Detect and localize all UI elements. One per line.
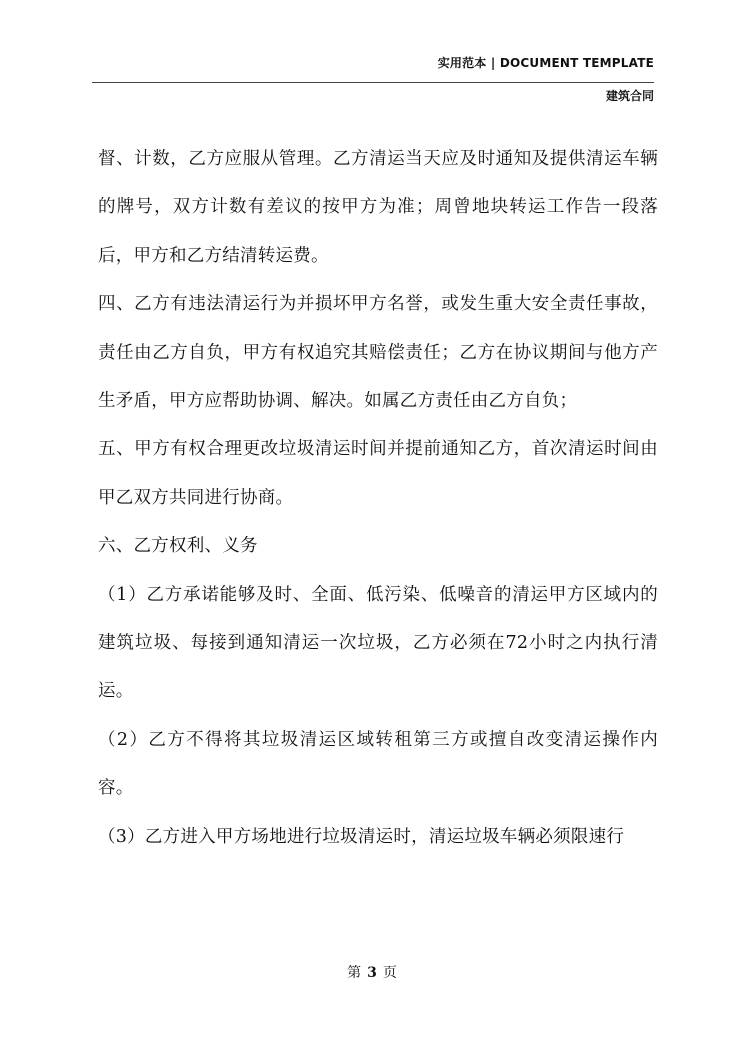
page-suffix: 页 bbox=[382, 965, 397, 981]
page-footer bbox=[0, 962, 744, 982]
paragraph-1: 督、计数，乙方应服从管理。乙方清运当天应及时通知及提供清运车辆的牌号，双方计数有差议的按甲方为准；周曾地块转运工作告一段落后，甲方和乙方结清转运费。 bbox=[98, 149, 658, 266]
paragraph-item-3: （3）乙方进入甲方场地进行垃圾清运时，清运垃圾车辆必须限速行 bbox=[98, 826, 625, 847]
page-header bbox=[0, 0, 744, 110]
page-number: 3 bbox=[367, 965, 377, 981]
paragraph-3: 五、甲方有权合理更改垃圾清运时间并提前通知乙方，首次清运时间由甲乙双方共同进行协商。 bbox=[98, 439, 658, 508]
header-document-type: 建筑合同 bbox=[605, 89, 654, 103]
header-template-label: 实用范本 | DOCUMENT TEMPLATE bbox=[437, 56, 654, 70]
section-heading: 六、乙方权利、义务 bbox=[98, 536, 258, 557]
document-body bbox=[98, 135, 658, 861]
page-prefix: 第 bbox=[347, 965, 362, 981]
paragraph-item-1: （1）乙方承诺能够及时、全面、低污染、低噪音的清运甲方区域内的建筑垃圾、每接到通知清运一次垃圾，乙方必须在72小时之内执行清运。 bbox=[98, 584, 658, 702]
paragraph-2: 四、乙方有违法清运行为并损坏甲方名誉，或发生重大安全责任事故，责任由乙方自负，甲方有权追究其赔偿责任；乙方在协议期间与他方产生矛盾，甲方应帮助协调、解决。如属乙方责任由乙方自负； bbox=[98, 294, 658, 412]
header-divider bbox=[92, 82, 654, 83]
paragraph-item-2: （2）乙方不得将其垃圾清运区域转租第三方或擅自改变清运操作内容。 bbox=[98, 729, 658, 799]
